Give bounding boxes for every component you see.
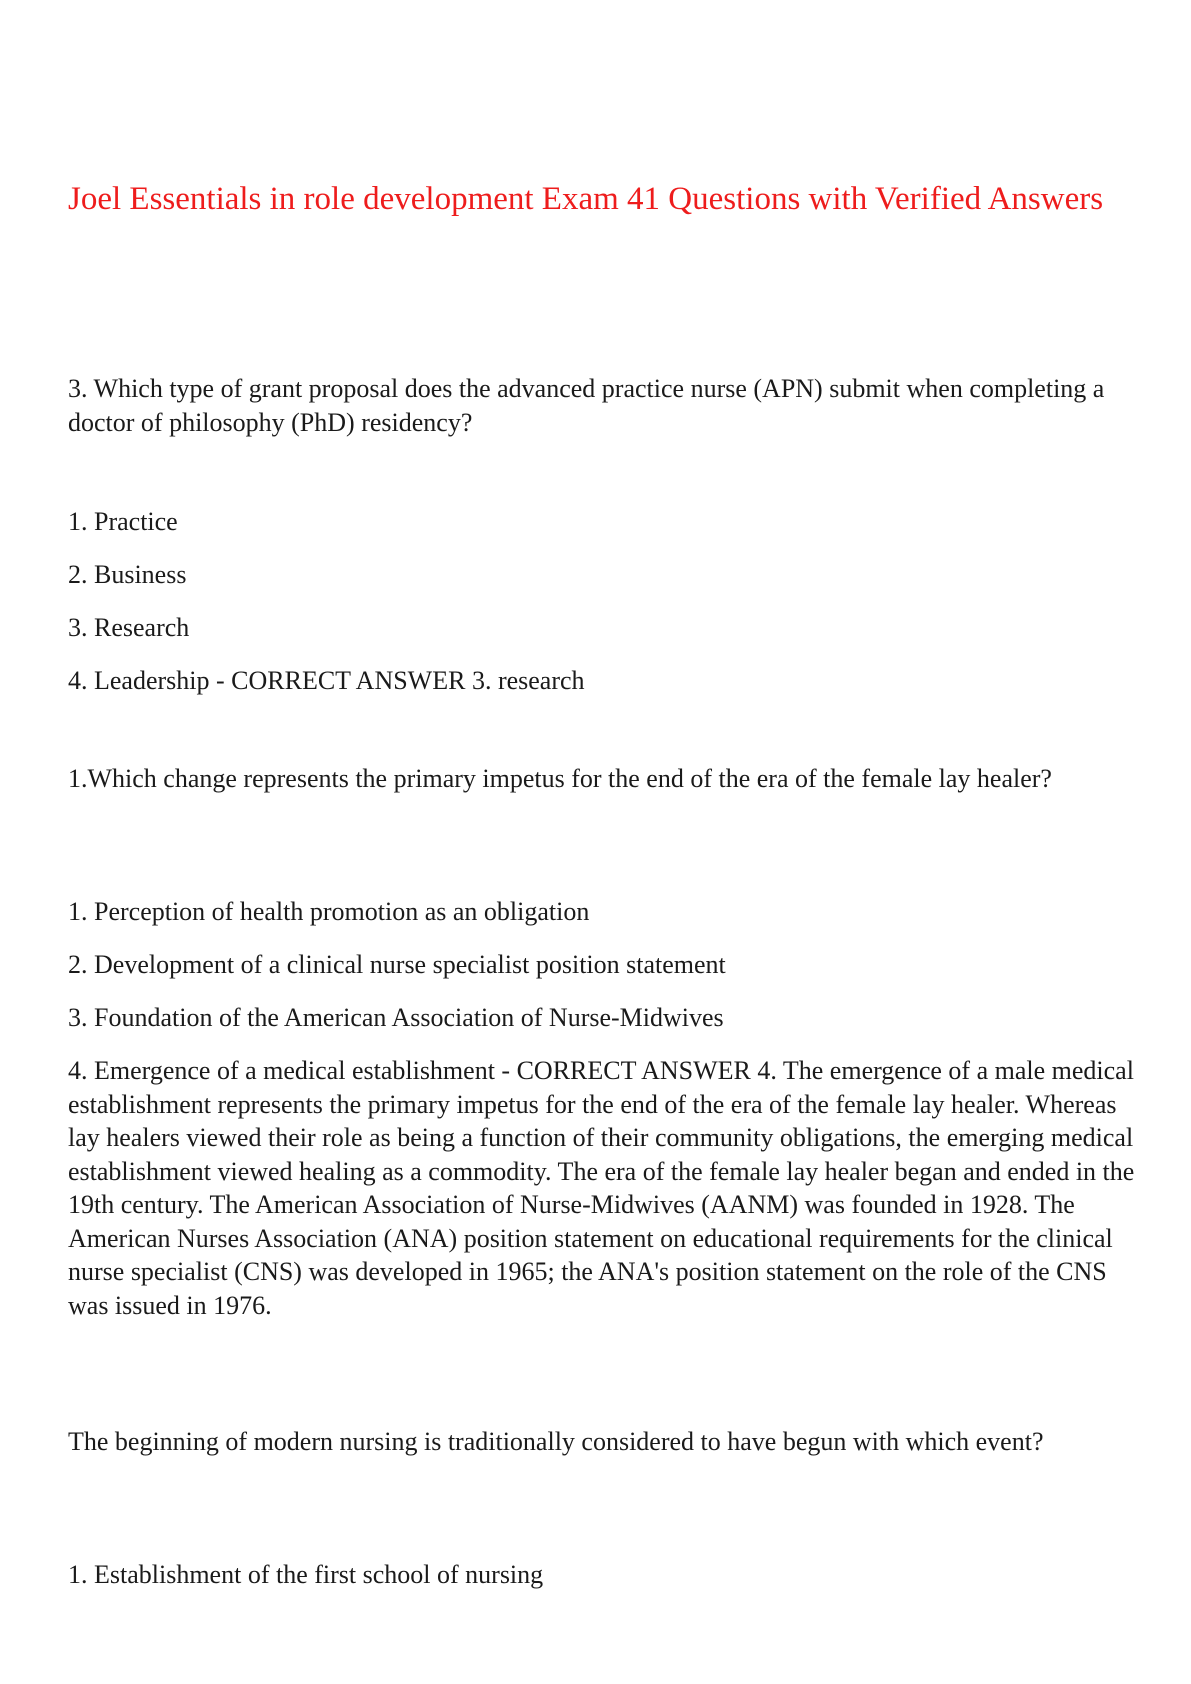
answer-option-with-correct-answer: 4. Leadership - CORRECT ANSWER 3. research (68, 666, 585, 695)
answer-option: 3. Foundation of the American Association of Nurse-Midwives (68, 1003, 724, 1032)
answer-option: 1. Practice (68, 507, 178, 536)
answer-option: 1. Establishment of the first school of nursing (68, 1560, 544, 1589)
question-prompt: 1.Which change represents the primary impetus for the end of the era of the female lay healer? (68, 764, 1052, 793)
answer-option: 3. Research (68, 613, 190, 642)
answer-option: 2. Business (68, 560, 187, 589)
answer-option: 1. Perception of health promotion as an obligation (68, 897, 590, 926)
answer-option: 2. Development of a clinical nurse specialist position statement (68, 950, 726, 979)
question-prompt: 3. Which type of grant proposal does the advanced practice nurse (APN) submit when completing a doctor of philosophy (PhD) residency? (68, 374, 1105, 437)
question-prompt: The beginning of modern nursing is traditionally considered to have begun with which event? (68, 1427, 1044, 1456)
document-title: Joel Essentials in role development Exam 41 Questions with Verified Answers (68, 181, 1104, 217)
answer-option-with-correct-answer: 4. Emergence of a medical establishment - CORRECT ANSWER 4. The emergence of a male medical establishment represents the primary impetus for the end of the era of the female lay healer. Whereas lay healers viewed their role as being a function of their community obligations, the emerging medical establishment viewed healing as a commodity. The era of the female lay healer began and ended in the 19th century. The American Association of Nurse-Midwives (AANM) was founded in 1928. The American Nurses Association (ANA) position statement on educational requirements for the clinical nurse specialist (CNS) was developed in 1965; the ANA's position statement on the role of the CNS was issued in 1976. (68, 1056, 1135, 1320)
